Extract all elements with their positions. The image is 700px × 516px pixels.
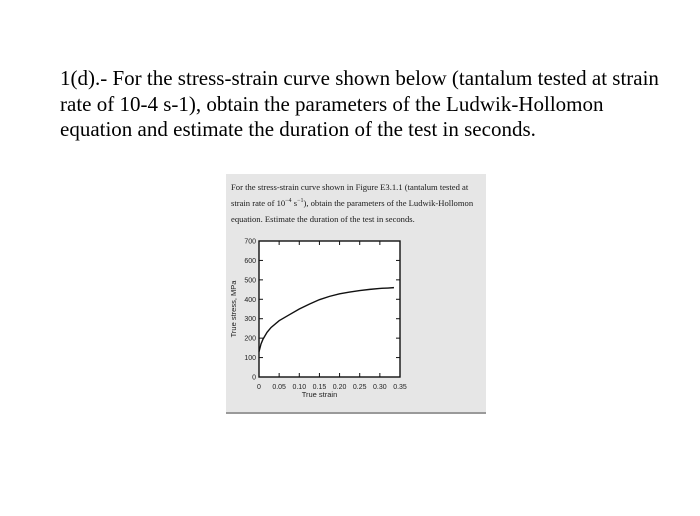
stress-strain-chart [226, 174, 486, 412]
y-tick-label: 100 [244, 355, 256, 363]
caption-mid: s [291, 198, 298, 208]
x-tick-label: 0.10 [292, 384, 307, 391]
y-tick-label: 400 [244, 296, 256, 304]
y-tick-label: 0 [252, 374, 256, 382]
y-tick-label: 500 [244, 277, 256, 285]
y-axis-title: True stress, MPa [229, 280, 238, 338]
y-tick-label: 700 [244, 238, 256, 246]
question-text: 1(d).- For the stress-strain curve shown below (tantalum tested at strain rate of 10-4 s-1), obtain the parameters of the Ludwik-Hollomon equation and estimate the duration of the test in seconds. [60, 66, 659, 141]
x-tick-label: 0.35 [393, 384, 407, 391]
caption-part2: ), obtain the parameters of the Ludwik-Hollomon equation. Estimate the duration of the test in seconds. [231, 198, 474, 224]
figure-panel [226, 174, 486, 414]
x-tick-label: 0 [257, 384, 261, 391]
x-tick-label: 0.15 [312, 384, 327, 391]
x-tick-label: 0.20 [332, 384, 347, 391]
caption-exponent: −4 [285, 198, 292, 205]
x-tick-label: 0.30 [373, 384, 387, 391]
x-axis-title: True strain [301, 390, 338, 399]
caption-exponent-2: −1 [297, 198, 304, 205]
y-tick-label: 300 [244, 316, 256, 324]
x-tick-label: 0.25 [352, 384, 367, 391]
plot-frame [259, 241, 400, 377]
caption-part1: For the stress-strain curve shown in Figure E3.1.1 (tantalum tested at strain rate of 10 [231, 182, 469, 208]
y-tick-label: 200 [244, 335, 256, 343]
x-tick-label: 0.05 [272, 384, 286, 391]
y-tick-label: 600 [244, 257, 256, 265]
